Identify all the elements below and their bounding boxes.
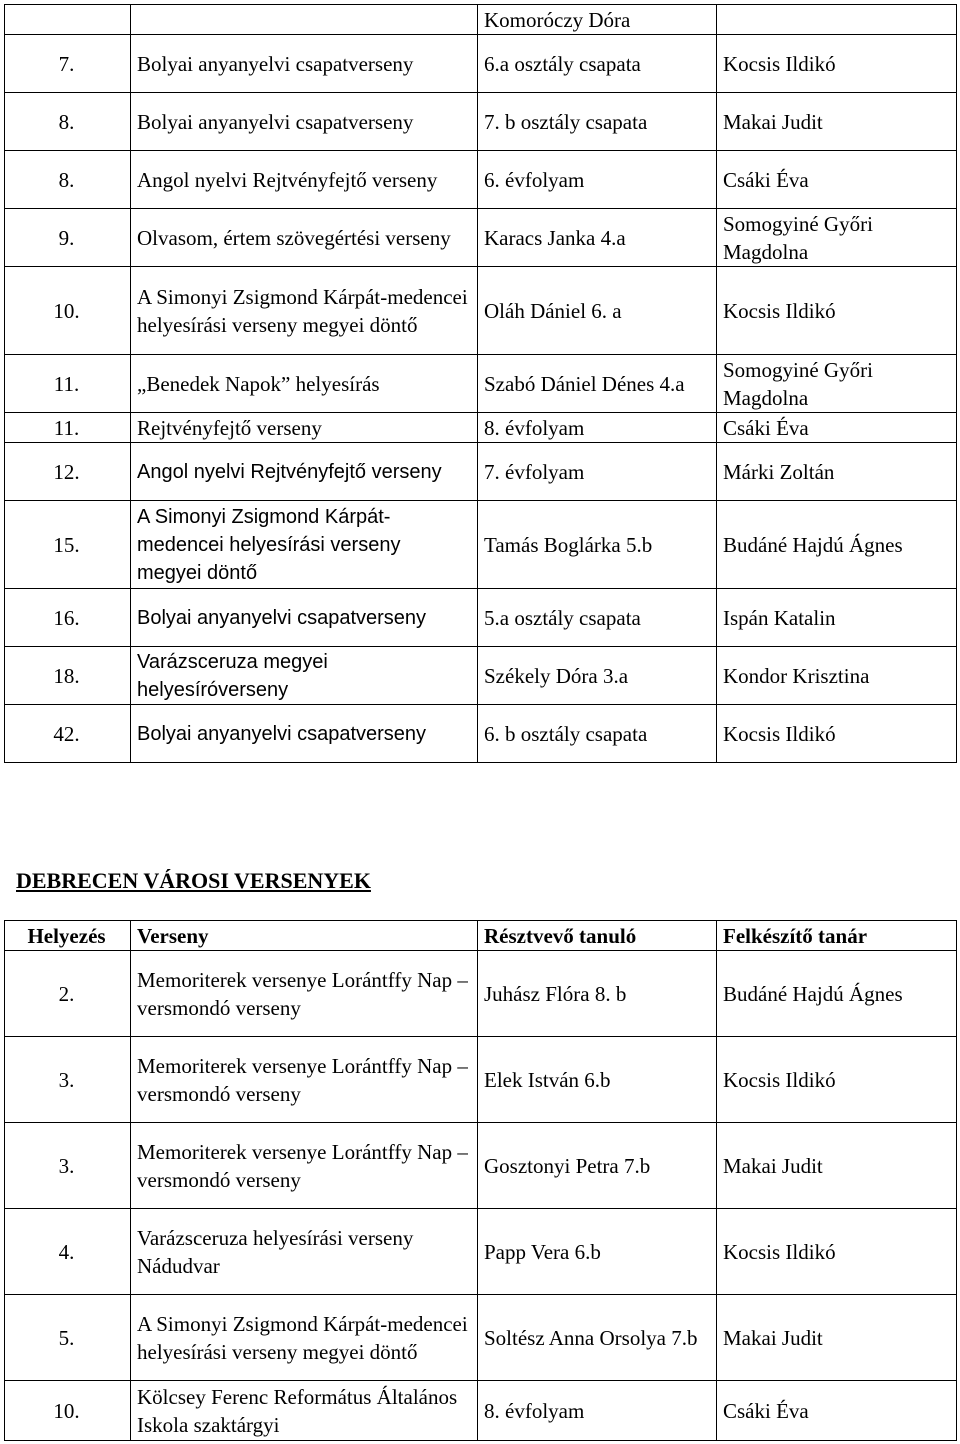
placement-cell: 15. [5,501,131,589]
student-cell: 5.a osztály csapata [478,589,717,647]
placement-cell: 7. [5,35,131,93]
table-row [5,443,957,501]
teacher-cell: Somogyiné Győri Magdolna [717,209,957,267]
competition-cell: Varázsceruza megyei helyesíróverseny [131,647,478,705]
teacher-cell [717,5,957,35]
teacher-cell: Kocsis Ildikó [717,1209,957,1295]
table-row [5,151,957,209]
placement-cell: 8. [5,93,131,151]
competition-cell [131,5,478,35]
table-row [5,1295,957,1381]
teacher-cell: Budáné Hajdú Ágnes [717,501,957,589]
student-cell: 6. évfolyam [478,151,717,209]
placement-cell: 16. [5,589,131,647]
table-row [5,501,957,589]
student-cell: Oláh Dániel 6. a [478,267,717,355]
student-cell: Székely Dóra 3.a [478,647,717,705]
table-row [5,1037,957,1123]
table-row [5,1381,957,1441]
placement-cell: 11. [5,355,131,413]
header-placement: Helyezés [5,921,131,951]
teacher-cell: Ispán Katalin [717,589,957,647]
placement-cell: 42. [5,705,131,763]
table-row [5,705,957,763]
teacher-cell: Budáné Hajdú Ágnes [717,951,957,1037]
placement-cell [5,5,131,35]
competition-cell: Kölcsey Ferenc Református Általános Iskola szaktárgyi [131,1381,478,1441]
table-row [5,1123,957,1209]
competition-cell: Memoriterek versenye Lorántffy Nap – versmondó verseny [131,1037,478,1123]
competition-cell: Varázsceruza helyesírási verseny Nádudvar [131,1209,478,1295]
table-row [5,93,957,151]
student-cell: 8. évfolyam [478,413,717,443]
competition-cell: Bolyai anyanyelvi csapatverseny [131,35,478,93]
student-cell: 6. b osztály csapata [478,705,717,763]
competition-cell: Angol nyelvi Rejtvényfejtő verseny [131,443,478,501]
teacher-cell: Makai Judit [717,1123,957,1209]
student-cell: 8. évfolyam [478,1381,717,1441]
table-row [5,35,957,93]
teacher-cell: Csáki Éva [717,413,957,443]
header-student: Résztvevő tanuló [478,921,717,951]
table-row [5,5,957,35]
placement-cell: 3. [5,1123,131,1209]
competition-cell: Memoriterek versenye Lorántffy Nap –versmondó verseny [131,951,478,1037]
student-cell: 7. b osztály csapata [478,93,717,151]
competition-cell: Bolyai anyanyelvi csapatverseny [131,93,478,151]
teacher-cell: Kocsis Ildikó [717,705,957,763]
competition-cell: A Simonyi Zsigmond Kárpát-medencei helyesírási verseny megyei döntő [131,267,478,355]
placement-cell: 9. [5,209,131,267]
header-teacher: Felkészítő tanár [717,921,957,951]
table-row [5,413,957,443]
table-row [5,1209,957,1295]
competition-cell: Bolyai anyanyelvi csapatverseny [131,705,478,763]
competition-cell: A Simonyi Zsigmond Kárpát-medencei helyesírási verseny megyei döntő [131,1295,478,1381]
table-row [5,647,957,705]
student-cell: Komoróczy Dóra [478,5,717,35]
city-results-table [4,920,957,1441]
competition-cell: Memoriterek versenye Lorántffy Nap – versmondó verseny [131,1123,478,1209]
county-results-table [4,4,957,763]
placement-cell: 3. [5,1037,131,1123]
teacher-cell: Márki Zoltán [717,443,957,501]
teacher-cell: Kocsis Ildikó [717,1037,957,1123]
table-row [5,355,957,413]
student-cell: 6.a osztály csapata [478,35,717,93]
placement-cell: 5. [5,1295,131,1381]
placement-cell: 2. [5,951,131,1037]
teacher-cell: Kocsis Ildikó [717,35,957,93]
teacher-cell: Makai Judit [717,93,957,151]
teacher-cell: Somogyiné Győri Magdolna [717,355,957,413]
table-row [5,951,957,1037]
placement-cell: 11. [5,413,131,443]
teacher-cell: Kondor Krisztina [717,647,957,705]
student-cell: Elek István 6.b [478,1037,717,1123]
teacher-cell: Kocsis Ildikó [717,267,957,355]
placement-cell: 8. [5,151,131,209]
placement-cell: 10. [5,267,131,355]
teacher-cell: Makai Judit [717,1295,957,1381]
student-cell: Tamás Boglárka 5.b [478,501,717,589]
table-row [5,589,957,647]
table-row [5,209,957,267]
student-cell: Juhász Flóra 8. b [478,951,717,1037]
placement-cell: 12. [5,443,131,501]
student-cell: 7. évfolyam [478,443,717,501]
competition-cell: A Simonyi Zsigmond Kárpát-medencei helyesírási verseny megyei döntő [131,501,478,589]
placement-cell: 10. [5,1381,131,1441]
section-title: DEBRECEN VÁROSI VERSENYEK [16,868,371,893]
student-cell: Szabó Dániel Dénes 4.a [478,355,717,413]
placement-cell: 18. [5,647,131,705]
header-competition: Verseny [131,921,478,951]
competition-cell: Rejtvényfejtő verseny [131,413,478,443]
teacher-cell: Csáki Éva [717,151,957,209]
student-cell: Karacs Janka 4.a [478,209,717,267]
competition-cell: Bolyai anyanyelvi csapatverseny [131,589,478,647]
placement-cell: 4. [5,1209,131,1295]
table-header-row [5,921,957,951]
competition-cell: „Benedek Napok” helyesírás [131,355,478,413]
competition-cell: Olvasom, értem szövegértési verseny [131,209,478,267]
student-cell: Soltész Anna Orsolya 7.b [478,1295,717,1381]
competition-cell: Angol nyelvi Rejtvényfejtő verseny [131,151,478,209]
table-row [5,267,957,355]
student-cell: Papp Vera 6.b [478,1209,717,1295]
teacher-cell: Csáki Éva [717,1381,957,1441]
student-cell: Gosztonyi Petra 7.b [478,1123,717,1209]
